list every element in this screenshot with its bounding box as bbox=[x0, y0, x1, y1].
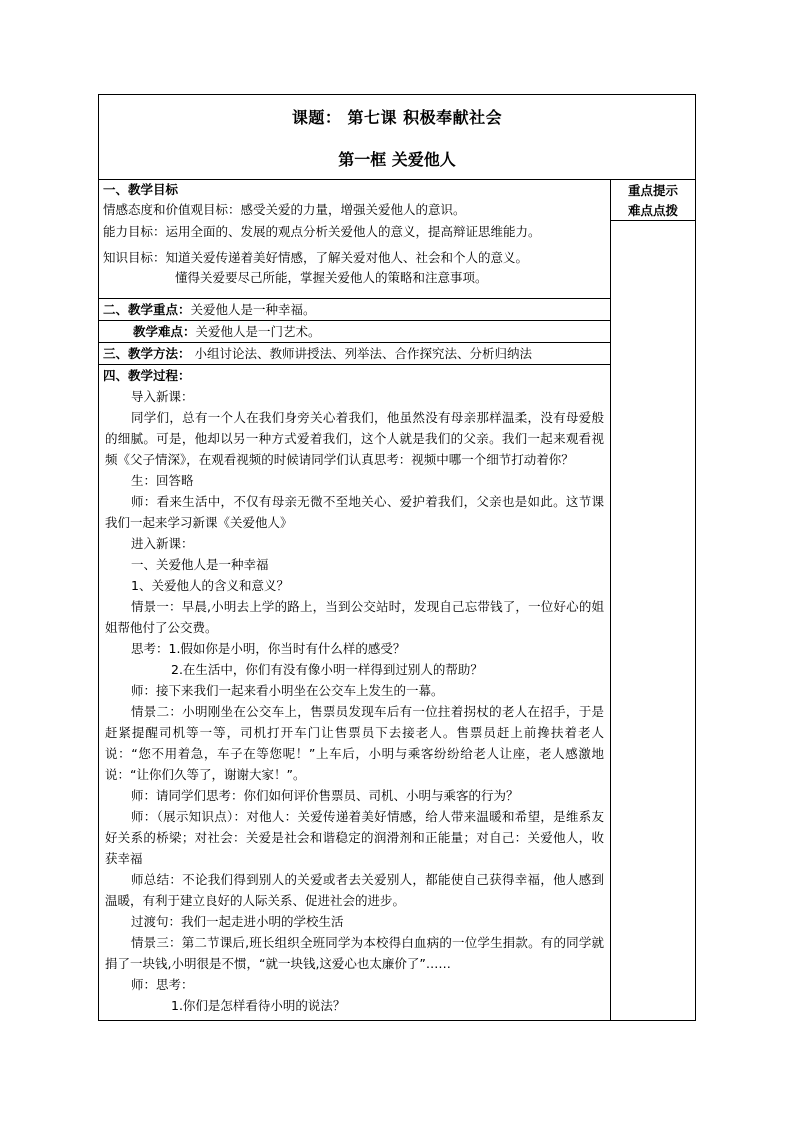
process-heading: 四、教学过程： bbox=[103, 368, 191, 383]
process-paragraph: 师：看来生活中，不仅有母亲无微不至地关心、爱护着我们，父亲也是如此。这节课我们一起来学习新课《关爱他人》 bbox=[105, 494, 604, 530]
title-row bbox=[99, 95, 695, 180]
key-point-label: 二、教学重点： bbox=[103, 302, 191, 317]
method-section bbox=[99, 343, 610, 365]
column-divider bbox=[610, 179, 611, 1020]
process-paragraph: 思考：1.假如你是小明，你当时有什么样的感受？ bbox=[131, 641, 406, 656]
process-paragraph: 师：接下来我们一起来看小明坐在公交车上发生的一幕。 bbox=[131, 683, 444, 698]
objective-knowledge-2: 懂得关爱要尽己所能，掌握关爱他人的策略和注意事项。 bbox=[175, 270, 488, 285]
process-paragraph: 师：（展示知识点）：对他人：关爱传递着美好情感，给人带来温暖和希望，是维系友好关系的桥梁；对社会：关爱是社会和谐稳定的润滑剂和正能量；对自己：关爱他人，收获幸福 bbox=[105, 809, 604, 866]
method-label: 三、教学方法： bbox=[103, 346, 191, 361]
process-paragraph: 进入新课： bbox=[131, 536, 194, 551]
process-paragraph: 师：思考： bbox=[131, 977, 194, 992]
process-paragraph: 生：回答略 bbox=[131, 473, 194, 488]
objectives-heading: 一、教学目标 bbox=[103, 182, 179, 197]
objective-knowledge-1: 知识目标：知道关爱传递着美好情感，了解关爱对他人、社会和个人的意义。 bbox=[103, 250, 529, 265]
side-header bbox=[611, 179, 695, 221]
lesson-title: 课题： 第七课 积极奉献社会 bbox=[291, 108, 503, 127]
process-paragraph: 师：请同学们思考：你们如何评价售票员、司机、小明与乘客的行为？ bbox=[131, 788, 519, 803]
lesson-subtitle: 第一框 关爱他人 bbox=[338, 150, 456, 169]
side-header-line1: 重点提示 bbox=[627, 183, 678, 198]
process-paragraph: 一、关爱他人是一种幸福 bbox=[131, 557, 269, 572]
difficulty-section bbox=[99, 321, 610, 343]
process-body bbox=[99, 386, 610, 1016]
process-paragraph: 过渡句：我们一起走进小明的学校生活 bbox=[131, 914, 344, 929]
key-point-section bbox=[99, 299, 610, 321]
process-section bbox=[99, 365, 610, 1016]
objective-emotion: 情感态度和价值观目标：感受关爱的力量，增强关爱他人的意识。 bbox=[103, 202, 466, 217]
method-text: 小组讨论法、教师讲授法、列举法、合作探究法、分析归纳法 bbox=[194, 346, 533, 361]
process-paragraph: 情景三：第二节课后,班长组织全班同学为本校得白血病的一位学生捐款。有的同学就捐了一块钱,小明很是不惯，“就一块钱,这爱心也太廉价了”…… bbox=[105, 935, 604, 971]
objective-ability: 能力目标：运用全面的、发展的观点分析关爱他人的意义，提高辩证思维能力。 bbox=[103, 224, 541, 239]
difficulty-label: 教学难点： bbox=[133, 324, 196, 339]
side-header-line2: 难点点拨 bbox=[627, 203, 678, 218]
process-paragraph: 同学们，总有一个人在我们身旁关心着我们，他虽然没有母亲那样温柔，没有母爱般的细腻。可是，他却以另一种方式爱着我们，这个人就是我们的父亲。我们一起来观看视频《父子情深》，在观看视频的时候请同学们认真思考：视频中哪一个细节打动着你？ bbox=[105, 410, 604, 467]
process-question-2: 2.在生活中，你们有没有像小明一样得到过别人的帮助？ bbox=[171, 662, 483, 677]
difficulty-text: 关爱他人是一门艺术。 bbox=[195, 324, 321, 339]
process-paragraph: 情景二：小明刚坐在公交车上，售票员发现车后有一位拄着拐杖的老人在招手，于是赶紧提醒司机等一等，司机打开车门让售票员下去接老人。售票员赶上前搀扶着老人说：“您不用着急，车子在等您呢！”上车后，小明与乘客纷纷给老人让座，老人感激地说：“让你们久等了，谢谢大家！”。 bbox=[105, 704, 604, 782]
process-question-3: 1.你们是怎样看待小明的说法？ bbox=[171, 998, 346, 1013]
key-point-text: 关爱他人是一种幸福。 bbox=[190, 302, 316, 317]
main-column bbox=[99, 179, 610, 1016]
objectives-section bbox=[99, 179, 610, 299]
process-paragraph: 情景一：早晨,小明去上学的路上，当到公交站时，发现自己忘带钱了，一位好心的姐姐帮他付了公交费。 bbox=[105, 599, 604, 635]
process-paragraph: 导入新课： bbox=[131, 389, 194, 404]
process-paragraph: 1、关爱他人的含义和意义？ bbox=[131, 578, 289, 593]
process-paragraph: 师总结：不论我们得到别人的关爱或者去关爱别人，都能使自己获得幸福，他人感到温暖，有利于建立良好的人际关系、促进社会的进步。 bbox=[105, 872, 604, 908]
lesson-plan-table bbox=[98, 94, 696, 1021]
